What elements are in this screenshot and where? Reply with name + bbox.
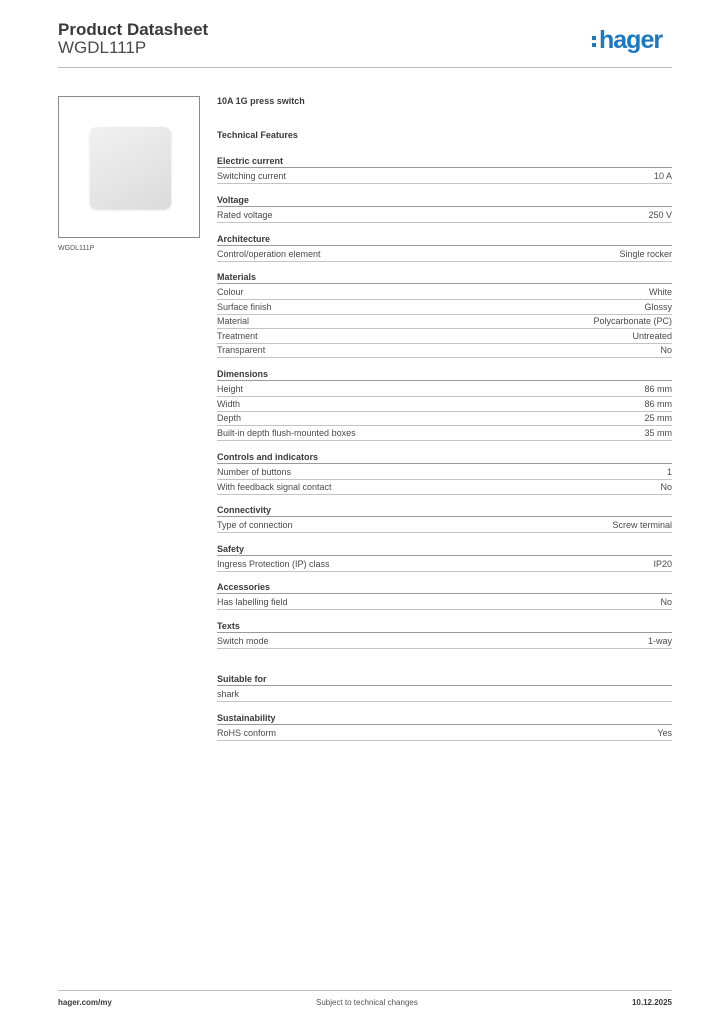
spec-value: Polycarbonate (PC) — [593, 316, 672, 327]
spec-row — [217, 208, 672, 223]
section-title: Materials — [217, 271, 672, 284]
spec-label: RoHS conform — [217, 728, 277, 738]
spec-value: Single rocker — [619, 249, 672, 259]
product-image-caption: WGDL111P — [58, 245, 95, 252]
spec-value: Glossy — [644, 301, 672, 312]
spec-label: With feedback signal contact — [217, 481, 332, 492]
spec-label: Control/operation element — [217, 249, 321, 259]
spec-row — [217, 426, 672, 441]
spec-value: 250 V — [648, 210, 672, 220]
spec-value: 86 mm — [644, 384, 672, 394]
spec-value: 1-way — [647, 636, 672, 646]
spec-row — [217, 169, 672, 184]
spec-label: Surface finish — [217, 301, 272, 312]
spec-value: Screw terminal — [612, 520, 672, 530]
spec-value: 86 mm — [644, 398, 672, 409]
spec-value: No — [660, 481, 672, 492]
section-title: Voltage — [217, 194, 672, 207]
spec-label: Ingress Protection (IP) class — [217, 559, 330, 569]
spec-row — [217, 411, 672, 426]
spec-row — [217, 518, 672, 533]
spec-row — [217, 726, 672, 741]
section-title: Electric current — [217, 155, 672, 168]
spec-row — [217, 329, 672, 344]
spec-value: No — [660, 345, 672, 356]
product-image — [90, 127, 171, 209]
spec-label: Has labelling field — [217, 597, 288, 607]
section-title: Texts — [217, 620, 672, 633]
spec-row — [217, 480, 672, 495]
spec-value: 1 — [666, 467, 672, 477]
footer-divider — [58, 990, 672, 991]
section-title: Safety — [217, 543, 672, 556]
spec-label: Height — [217, 384, 244, 394]
section-title: Suitable for — [217, 673, 672, 686]
spec-row — [217, 247, 672, 262]
spec-value: 35 mm — [644, 427, 672, 438]
spec-label: Switching current — [217, 171, 287, 181]
footer-notice: Subject to technical changes — [316, 998, 418, 1007]
spec-value: 25 mm — [644, 413, 672, 424]
product-name: 10A 1G press switch — [217, 96, 305, 106]
spec-value: No — [660, 597, 672, 607]
spec-row — [217, 397, 672, 412]
spec-label: Rated voltage — [217, 210, 273, 220]
spec-value: Untreated — [632, 330, 672, 341]
page-title: Product Datasheet — [58, 20, 209, 39]
spec-label: Treatment — [217, 330, 258, 341]
spec-label: Depth — [217, 413, 242, 424]
spec-row — [217, 314, 672, 329]
section-title: Accessories — [217, 581, 672, 594]
spec-row — [217, 687, 672, 702]
product-code: WGDL111P — [58, 38, 147, 57]
technical-features-heading: Technical Features — [217, 130, 298, 140]
product-image-frame — [58, 96, 200, 238]
spec-label: Number of buttons — [217, 467, 292, 477]
spec-label: Transparent — [217, 345, 266, 356]
spec-value: White — [648, 287, 672, 297]
section-title: Controls and indicators — [217, 451, 672, 464]
spec-label: Material — [217, 316, 250, 327]
logo-dots-icon — [592, 36, 596, 50]
section-title: Sustainability — [217, 712, 672, 725]
spec-row — [217, 465, 672, 480]
spec-label: Built-in depth flush-mounted boxes — [217, 427, 356, 438]
logo-text: hager — [599, 26, 663, 54]
spec-row — [217, 285, 672, 300]
spec-row — [217, 343, 672, 358]
spec-value: 10 A — [653, 171, 672, 181]
section-title: Dimensions — [217, 368, 672, 381]
spec-row — [217, 557, 672, 572]
spec-row — [217, 300, 672, 315]
footer-date: 10.12.2025 — [631, 998, 672, 1007]
spec-label: shark — [217, 689, 240, 699]
spec-label: Switch mode — [217, 636, 269, 646]
spec-row — [217, 595, 672, 610]
section-title: Architecture — [217, 233, 672, 246]
spec-row — [217, 634, 672, 649]
spec-value: IP20 — [653, 559, 672, 569]
spec-label: Width — [217, 398, 241, 409]
spec-label: Colour — [217, 287, 244, 297]
header-divider — [58, 67, 672, 68]
section-title: Connectivity — [217, 504, 672, 517]
spec-row — [217, 382, 672, 397]
spec-value: Yes — [657, 728, 672, 738]
spec-label: Type of connection — [217, 520, 293, 530]
footer-website: hager.com/my — [58, 998, 112, 1007]
